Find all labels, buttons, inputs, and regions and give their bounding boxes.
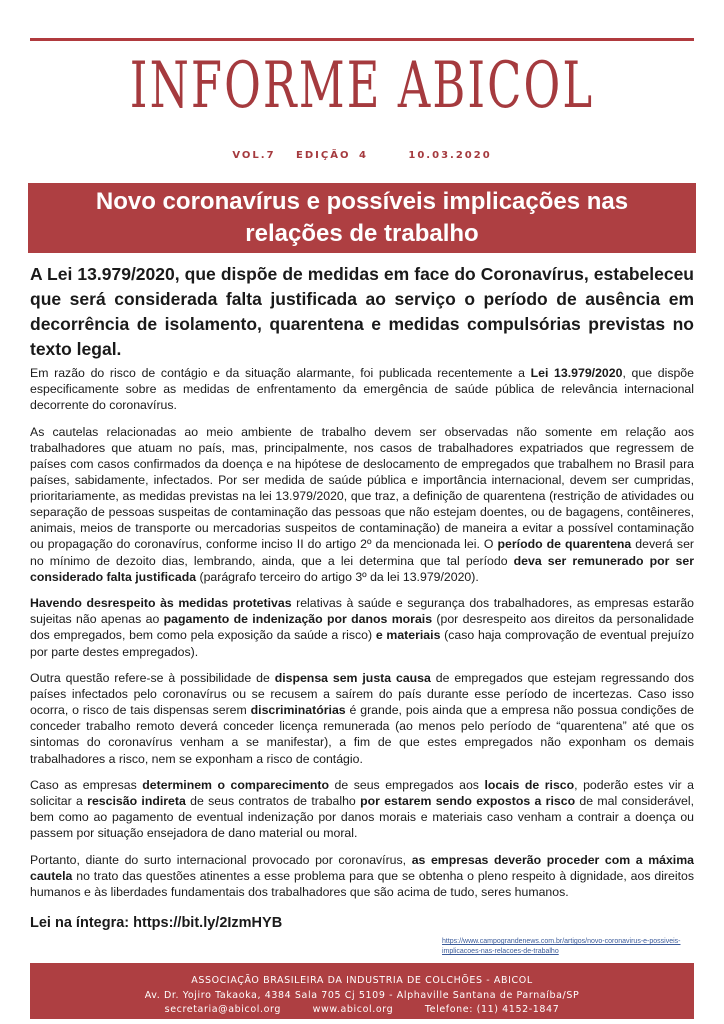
footer-org: ASSOCIAÇÃO BRASILEIRA DA INDUSTRIA DE COLCHÕES - ABICOL (191, 975, 533, 986)
paragraph-3: Havendo desrespeito às medidas protetivas relativas à saúde e segurança dos trabalhadores, as empresas estarão sujeitas não apenas ao pagamento de indenização por danos morais (por desrespeito aos direitos da personalidade dos empregados, bem como pela exposição da saúde a risco) e materiais (caso haja comprovação de eventual prejuízo por parte destes empregados). (30, 596, 694, 659)
volume: VOL.7 (232, 150, 276, 161)
footer-phone: Telefone: (11) 4152-1847 (424, 1004, 560, 1015)
source-link[interactable]: https://www.campograndenews.com.br/artigos/novo-coronavirus-e-possiveis-implicacoes-nas-relacoes-de-trabalho (442, 938, 681, 955)
article-title: Novo coronavírus e possíveis implicações nas relações de trabalho (95, 188, 629, 247)
paragraph-4: Outra questão refere-se à possibilidade de dispensa sem justa causa de empregados que estejam regressando dos países infectados pelo coronavírus ou se recusem a saírem do país durante esse período de incertezas. Caso isso ocorra, o risco de tais dispensas serem discriminatórias é grande, pois ainda que a empresa não possua condições de conceder trabalho remoto deverá conceder licença remunerada (ao menos pelo período de “quarentena” até que os sintomas do coronavírus venham a se manifestar), a fim de que estes empregados não exponham os demais trabalhadores a risco, nem se exponham a risco de contágio. (30, 671, 694, 766)
paragraph-6: Portanto, diante do surto internacional provocado por coronavírus, as empresas deverão proceder com a máxima cautela no trato das questões atinentes a esse problema para que se obtenha o pleno respeito à dignidade, aos direitos humanos e às liberdades fundamentais dos trabalhadores que são acima de tudo, seres humanos. (30, 853, 694, 900)
paragraph-2: As cautelas relacionadas ao meio ambiente de trabalho devem ser observadas não somente em relação aos trabalhadores que atuam no país, mas, principalmente, nos casos de trabalhadores expatriados que regressem de países com casos confirmados da doença e na hipótese de deslocamento de empregados que trabalhem no Brasil para países, sabidamente, infectados. Por ser medida de saúde pública e importância internacional, devem ser cumpridas, prioritariamente, as medidas previstas na lei 13.979/2020, que traz, a definição de quarentena (restrição de atividades ou separação de pessoas suspeitas de contaminação das pessoas que não estejam doentes, ou de bagagens, contêineres, animais, meios de transporte ou mercadorias suspeitos de contaminação) de maneira a evitar a possível contaminação ou propagação do coronavírus, conforme inciso II do artigo 2º da mencionada lei. O período de quarentena deverá ser no mínimo de dezoito dias, lembrando, ainda, que a lei determina que tal período deva ser remunerado por ser considerado falta justificada (parágrafo terceiro do artigo 3º da lei 13.979/2020). (30, 424, 695, 584)
article-lead: A Lei 13.979/2020, que dispõe de medidas em face do Coronavírus, estabeleceu que será considerada falta justificada ao serviço o período de ausência em decorrência de isolamento, quarentena e medidas compulsórias previstas no texto legal. (30, 264, 694, 359)
issue-date: 10.03.2020 (408, 150, 492, 161)
paragraph-5: Caso as empresas determinem o comparecimento de seus empregados aos locais de risco, poderão estes vir a solicitar a rescisão indireta de seus contratos de trabalho por estarem sendo expostos a risco de mal considerável, bem como ao pagamento de eventual indenização por danos morais e materiais caso venham a contrair a doença ou passem por situação ensejadora de dano material ou moral. (30, 778, 695, 841)
footer-email[interactable]: secretaria@abicol.org (164, 1004, 281, 1015)
paragraph-1: Em razão do risco de contágio e da situação alarmante, foi publicada recentemente a Lei 13.979/2020, que dispõe especificamente sobre as medidas de enfrentamento da emergência de saúde pública de relevância internacional decorrente do coronavírus. (30, 366, 694, 413)
footer-address: Av. Dr. Yojiro Takaoka, 4384 Sala 705 Cj 5109 - Alphaville Santana de Parnaíba/SP (144, 989, 580, 1001)
footer (30, 963, 694, 1019)
masthead-title: INFORME ABICOL (129, 49, 595, 123)
footer-contacts (30, 1003, 694, 1018)
issue-info (0, 150, 724, 161)
footer-website[interactable]: www.abicol.org (312, 1004, 394, 1015)
article-body (30, 365, 694, 911)
article-title-band (28, 183, 696, 253)
full-law-link[interactable]: Lei na íntegra: https://bit.ly/2IzmHYB (30, 915, 283, 931)
edition: EDIÇÃO 4 (296, 150, 368, 161)
